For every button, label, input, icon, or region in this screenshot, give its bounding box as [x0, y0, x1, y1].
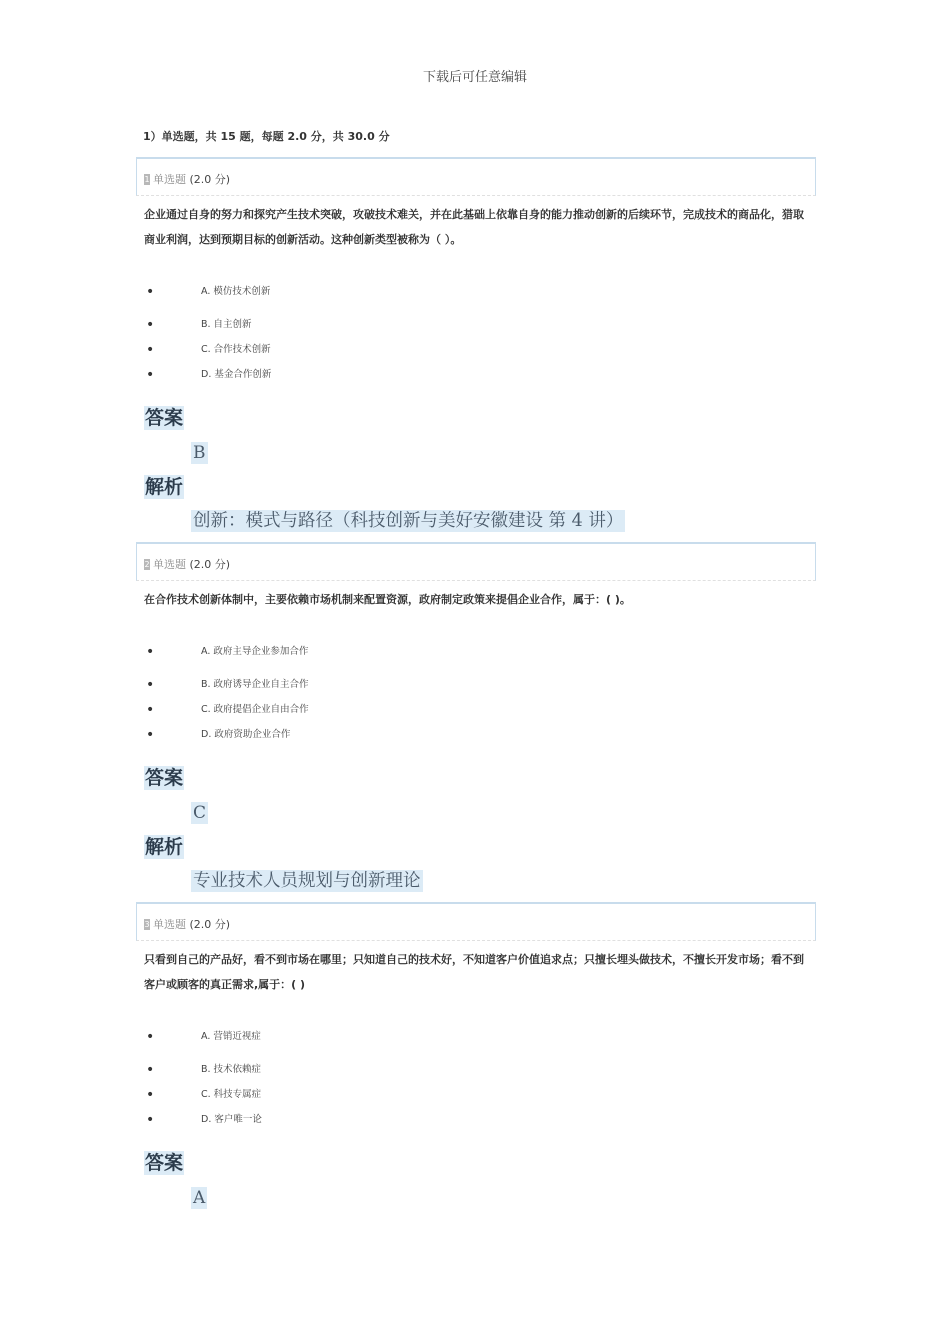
option-1c[interactable]: C. 合作技术创新: [201, 344, 271, 355]
answer-label: 答案: [145, 767, 184, 789]
option-3b[interactable]: B. 技术依赖症: [201, 1064, 262, 1075]
question-score: (2.0 分): [189, 918, 231, 931]
answer-value-1: B: [193, 443, 206, 463]
question-type-label: 单选题: [153, 173, 186, 186]
question-type: [153, 171, 230, 187]
question-header-1: [136, 157, 816, 196]
option-3d[interactable]: D. 客户唯一论: [201, 1114, 262, 1125]
option-2a[interactable]: A. 政府主导企业参加合作: [201, 646, 309, 657]
analysis-value-1: 创新：模式与路径（科技创新与美好安徽建设 第 4 讲）: [193, 511, 624, 531]
option-bullet: •: [146, 1062, 155, 1078]
option-bullet: •: [146, 367, 155, 383]
option-1b[interactable]: B. 自主创新: [201, 319, 252, 330]
option-bullet: •: [146, 702, 155, 718]
answer-value-3: A: [193, 1188, 206, 1208]
option-bullet: •: [146, 677, 155, 693]
analysis-label: 解析: [145, 836, 184, 858]
question-header-3: [136, 902, 816, 941]
option-2b[interactable]: B. 政府诱导企业自主合作: [201, 679, 309, 690]
question-number-badge: 1: [144, 175, 150, 184]
download-note: 下载后可任意编辑: [422, 70, 527, 85]
option-2c[interactable]: C. 政府提倡企业自由合作: [201, 704, 309, 715]
question-text-2: 在合作技术创新体制中，主要依赖市场机制来配置资源，政府制定政策来提倡企业合作，属于：( )。: [144, 593, 631, 606]
question-score: (2.0 分): [189, 173, 231, 186]
option-bullet: •: [146, 317, 155, 333]
question-number-badge: 3: [144, 920, 150, 929]
section-title: 1）单选题，共 15 题，每题 2.0 分，共 30.0 分: [143, 130, 390, 143]
question-type: [153, 916, 230, 932]
answer-value-2: C: [193, 803, 207, 823]
question-type-label: 单选题: [153, 918, 186, 931]
option-2d[interactable]: D. 政府资助企业合作: [201, 729, 291, 740]
option-bullet: •: [146, 1029, 155, 1045]
question-score: (2.0 分): [189, 558, 231, 571]
option-bullet: •: [146, 284, 155, 300]
option-bullet: •: [146, 727, 155, 743]
option-1d[interactable]: D. 基金合作创新: [201, 369, 272, 380]
option-bullet: •: [146, 342, 155, 358]
answer-label: 答案: [145, 407, 184, 429]
option-bullet: •: [146, 1112, 155, 1128]
question-text-3: 只看到自己的产品好，看不到市场在哪里；只知道自己的技术好，不知道客户价值追求点；只擅长埋头做技术，不擅长开发市场；看不到客户或顾客的真正需求,属于：( ): [144, 953, 804, 991]
question-header-2: [136, 542, 816, 581]
option-bullet: •: [146, 1087, 155, 1103]
question-type: [153, 556, 230, 572]
answer-label: 答案: [145, 1152, 184, 1174]
question-type-label: 单选题: [153, 558, 186, 571]
analysis-value-2: 专业技术人员规划与创新理论: [193, 871, 421, 891]
analysis-label: 解析: [145, 476, 184, 498]
question-number-badge: 2: [144, 560, 150, 569]
option-3a[interactable]: A. 营销近视症: [201, 1031, 261, 1042]
option-bullet: •: [146, 644, 155, 660]
question-text-1: 企业通过自身的努力和探究产生技术突破，攻破技术难关，并在此基础上依靠自身的能力推动创新的后续环节，完成技术的商品化，猎取商业利润，达到预期目标的创新活动。这种创新类型被称为（ ）。: [144, 208, 804, 246]
option-3c[interactable]: C. 科技专属症: [201, 1089, 262, 1100]
option-1a[interactable]: A. 模仿技术创新: [201, 286, 271, 297]
